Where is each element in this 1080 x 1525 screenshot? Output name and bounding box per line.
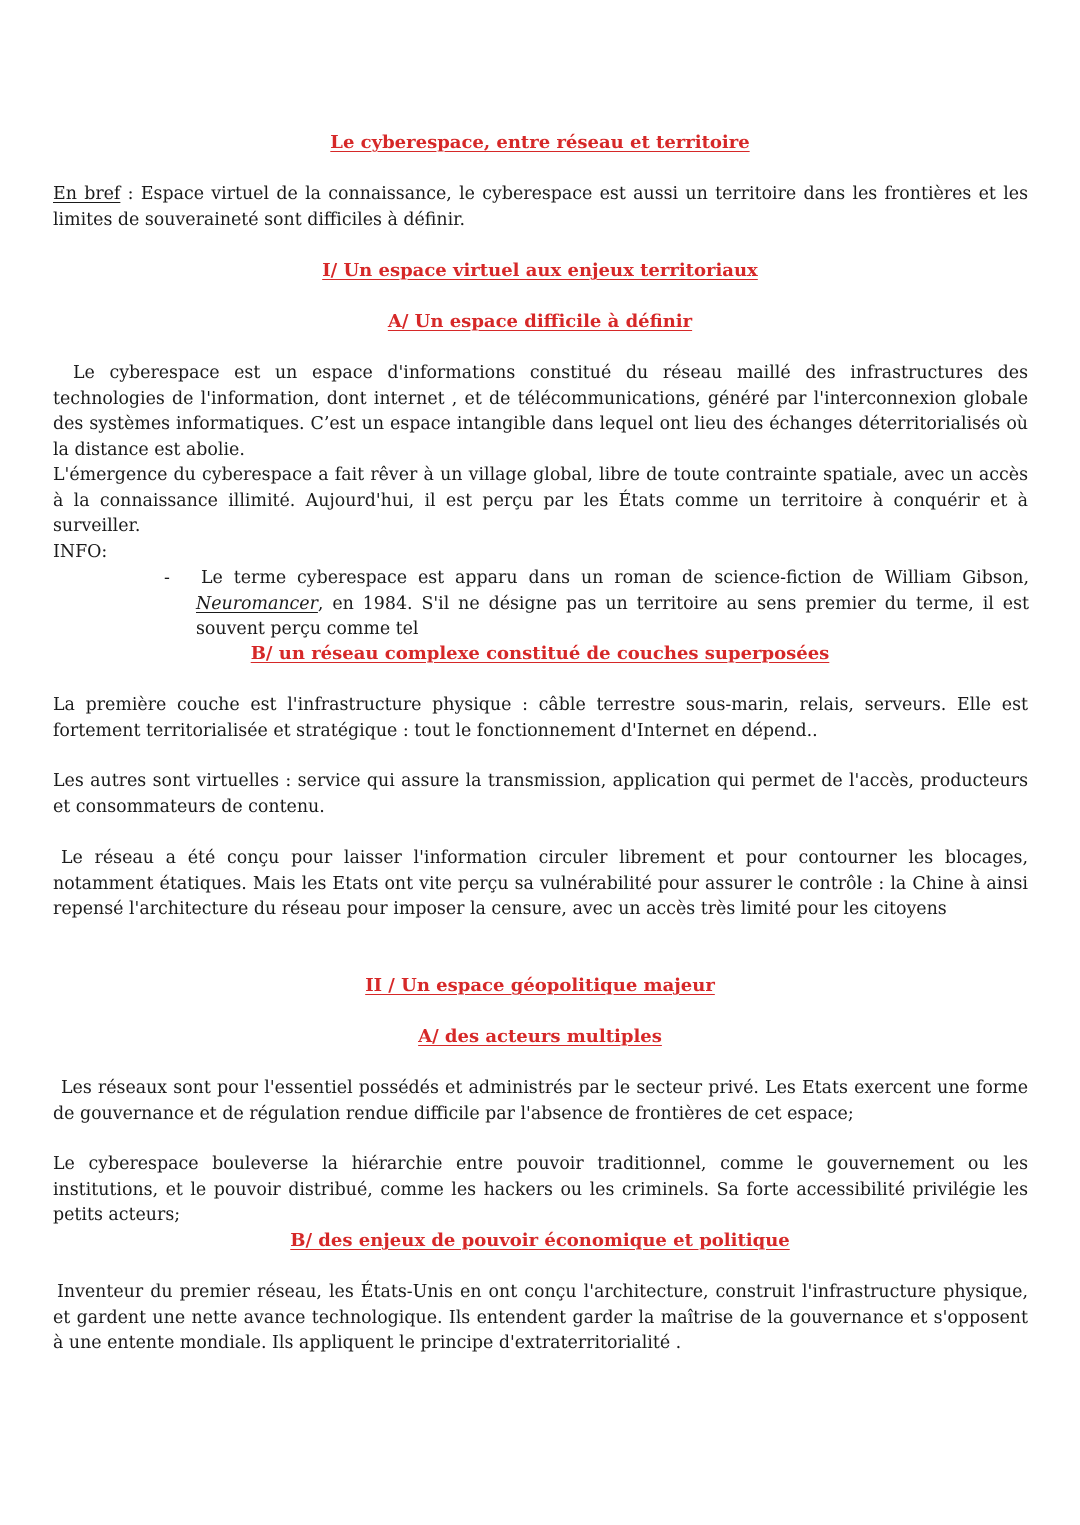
part1-subB-paragraph-1: La première couche est l'infrastructure physique : câble terrestre sous-marin, relais, serveurs. Elle est fortement territorialisée et stratégique : tout le fonctionnement d'Internet en dépend.. xyxy=(53,695,1028,741)
info-text-after: , en 1984. S'il ne désigne pas un territoire au sens premier du terme, il est souvent perçu comme tel xyxy=(196,593,1029,639)
document-title: Le cyberespace, entre réseau et territoire xyxy=(330,132,750,153)
part1-subB-paragraph-3: Le réseau a été conçu pour laisser l'information circuler librement et pour contourner les blocages, notamment étatiques. Mais les Etats ont vite perçu sa vulnérabilité pour assurer le contrôle : la Chine à ainsi repensé l'architecture du réseau pour imposer la censure, avec un accès très limité pour les citoyens xyxy=(53,848,1028,919)
part1-subA-paragraph-1: Le cyberespace est un espace d'informations constitué du réseau maillé des infrastructures des technologies de l'information, dont internet , et de télécommunications, généré par l'interconnexion globale des systèmes informatiques. C’est un espace intangible dans lequel ont lieu des échanges déterritorialisés où la distance est abolie. xyxy=(53,363,1028,460)
info-bullet-text xyxy=(196,566,1029,643)
intro-paragraph xyxy=(53,182,1028,233)
part1-subB-paragraph-2: Les autres sont virtuelles : service qui assure la transmission, application qui permet de l'accès, producteurs et consommateurs de contenu. xyxy=(53,771,1028,817)
part2-subA-heading: A/ des acteurs multiples xyxy=(418,1026,662,1047)
part2-subB-paragraph-1: Inventeur du premier réseau, les États-Unis en ont conçu l'architecture, construit l'infrastructure physique, et gardent une nette avance technologique. Ils entendent garder la maîtrise de la gouvernance et s'opposent à une entente mondiale. Ils appliquent le principe d'extraterritorialité . xyxy=(53,1282,1028,1353)
part1-subA-heading: A/ Un espace difficile à définir xyxy=(387,311,693,332)
part2-subB-heading: B/ des enjeux de pouvoir économique et politique xyxy=(290,1230,790,1251)
info-text-before: Le terme cyberespace est apparu dans un roman de science-fiction de William Gibson, xyxy=(201,568,1029,588)
neuromancer-title: Neuromancer xyxy=(196,593,318,614)
intro-text: : Espace virtuel de la connaissance, le cyberespace est aussi un territoire dans les frontières et les limites de souveraineté sont difficiles à définir. xyxy=(53,184,1028,230)
part2-subA-paragraph-1: Les réseaux sont pour l'essentiel possédés et administrés par le secteur privé. Les Etats exercent une forme de gouvernance et de régulation rendue difficile par l'absence de frontières de cet espace; xyxy=(53,1078,1028,1124)
part2-subA-paragraph-2: Le cyberespace bouleverse la hiérarchie entre pouvoir traditionnel, comme le gouvernement ou les institutions, et le pouvoir distribué, comme les hackers ou les criminels. Sa forte accessibilité privilégie les petits acteurs; xyxy=(53,1154,1028,1225)
info-bullet-dash: - xyxy=(164,568,170,588)
part1-heading: I/ Un espace virtuel aux enjeux territoriaux xyxy=(322,260,758,281)
part2-heading: II / Un espace géopolitique majeur xyxy=(365,975,715,996)
info-label: INFO: xyxy=(53,542,108,562)
part1-subA-paragraph-2: L'émergence du cyberespace a fait rêver à un village global, libre de toute contrainte spatiale, avec un accès à la connaissance illimité. Aujourd'hui, il est perçu par les États comme un territoire à conquérir et à surveiller. xyxy=(53,465,1028,536)
intro-label: En bref xyxy=(53,184,121,204)
part1-subB-heading: B/ un réseau complexe constitué de couches superposées xyxy=(250,643,830,664)
